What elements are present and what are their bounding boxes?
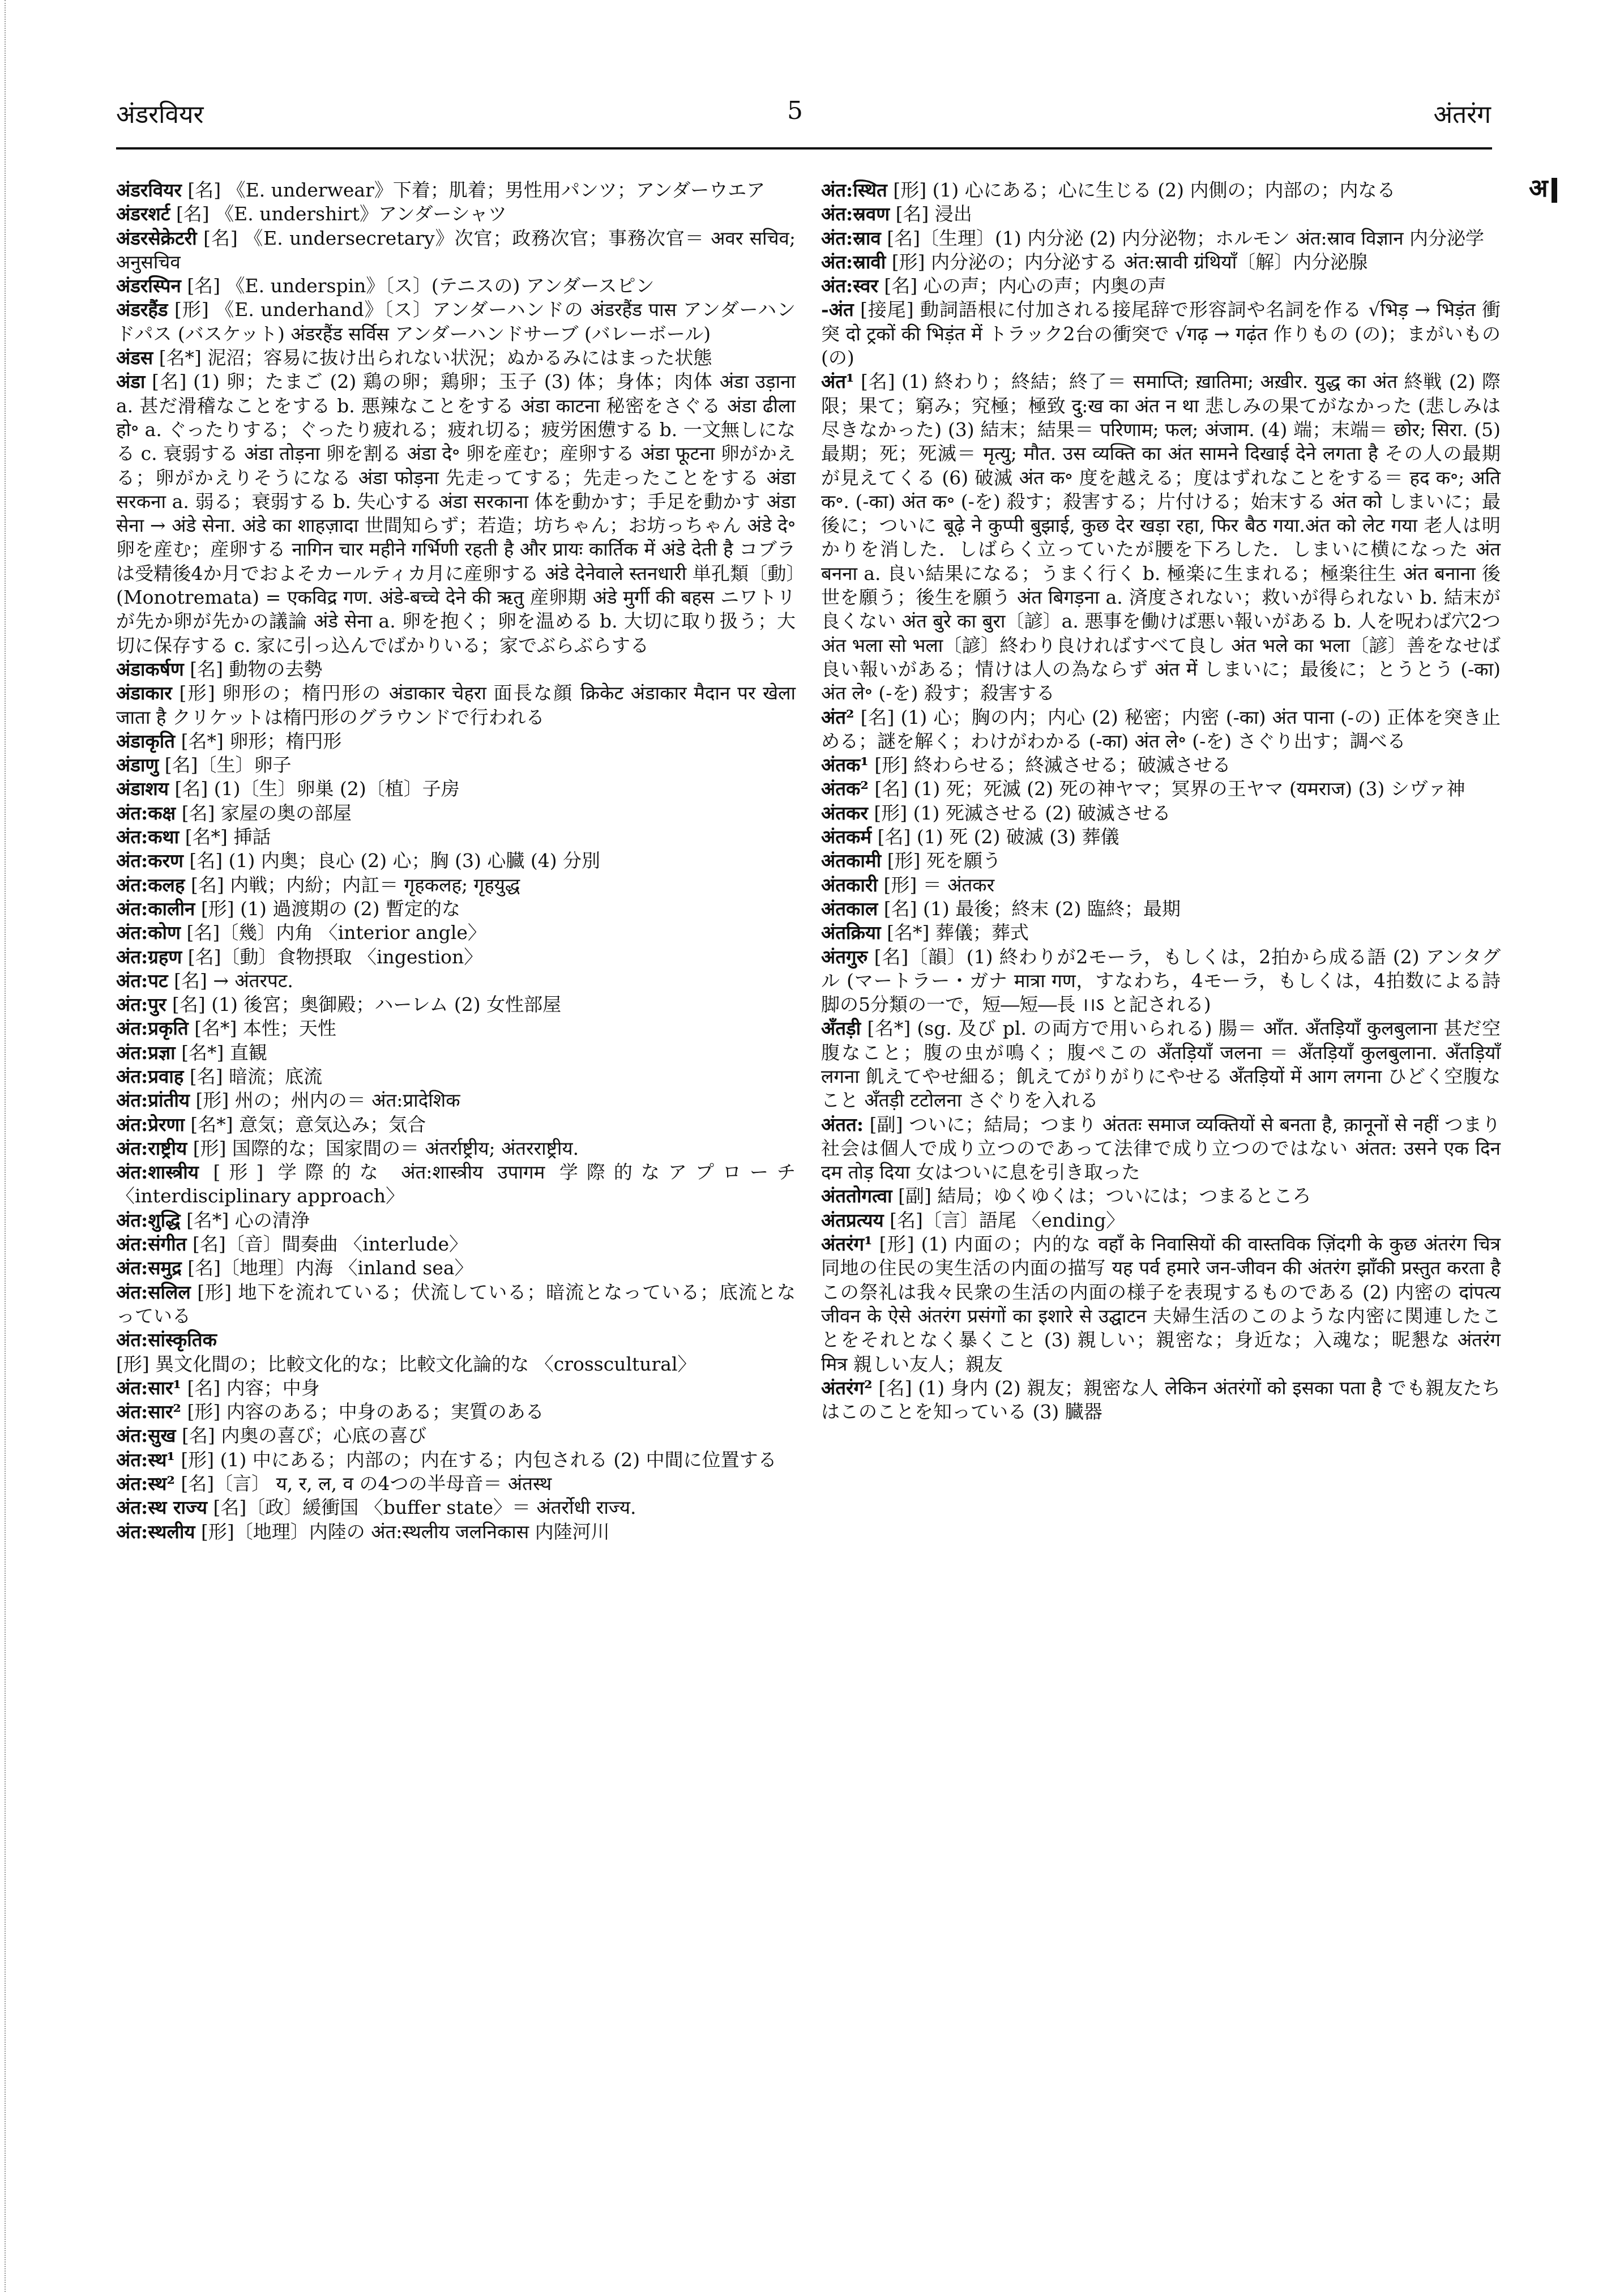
headword: अँतड़ी [821, 1017, 861, 1040]
definition: [形] (1) 心にある；心に生じる (2) 内側の；内部の；内なる [893, 179, 1396, 201]
dictionary-entry [821, 1376, 1501, 1424]
dictionary-entry [116, 298, 796, 346]
dictionary-entry [116, 1424, 796, 1448]
headword: अंत¹ [821, 370, 854, 393]
dictionary-entry [821, 274, 1501, 298]
definition: [名] (1) 身内 (2) 親友；親密な人 लेकिन अंतरंगों को इसका पता है でも親友たちはこのことを知っている (3) 臓器 [821, 1376, 1501, 1423]
headword: अंत:कालीन [116, 897, 195, 920]
headword: अंत:स्रावी [821, 250, 886, 273]
dictionary-entry [116, 993, 796, 1017]
definition: [名] 《E. undershirt》アンダーシャツ [176, 203, 507, 225]
headword: अंतकामी [821, 850, 882, 872]
headword: अंत:सुख [116, 1424, 176, 1447]
definition: [名] 家屋の奥の部屋 [181, 801, 352, 824]
page-number: 5 [787, 96, 803, 125]
headword: अंत:स्थलीय [116, 1520, 195, 1543]
headword: अंत:स्राव [821, 227, 881, 249]
definition: [名]〔地理〕内海 〈inland sea〉 [187, 1257, 473, 1279]
dictionary-entry [116, 1496, 796, 1520]
definition: [名] → अंतरपट. [174, 969, 293, 992]
dictionary-entry [116, 897, 796, 921]
dictionary-entry [821, 921, 1501, 945]
dictionary-entry [116, 1017, 796, 1040]
thumb-index-letter: अ [1529, 174, 1548, 203]
definition: [名] (1)〔生〕卵巣 (2)〔植〕子房 [174, 778, 460, 800]
definition: [名]〔動〕食物摂取 〈ingestion〉 [187, 945, 483, 968]
dictionary-entry [821, 945, 1501, 1017]
dictionary-entry [821, 706, 1501, 754]
headword: अंतप्रत्यय [821, 1209, 884, 1231]
definition: [形] (1) 過渡期の (2) 暫定的な [200, 897, 461, 920]
dictionary-entry [116, 1209, 796, 1232]
dictionary-entry [116, 849, 796, 873]
definition: [名]〔生〕卵子 [164, 754, 292, 776]
dictionary-entry [116, 1376, 796, 1400]
definition: [名] 内容；中身 [187, 1376, 320, 1399]
headword: अंडाकर्षण [116, 658, 184, 680]
definition: [名] (1) 後宮；奥御殿；ハーレム (2) 女性部屋 [172, 993, 562, 1016]
dictionary-entry [116, 1232, 796, 1256]
definition: [名] 《E. underwear》下着；肌着；男性用パンツ；アンダーウエア [187, 179, 766, 201]
dictionary-entry [116, 1160, 796, 1209]
dictionary-entry [116, 202, 796, 226]
headword: अंडरवियर [116, 179, 182, 201]
headword: अंत:सार² [116, 1401, 182, 1423]
headword: अंत:सलिल [116, 1281, 191, 1303]
definition: [名] 《E. underspin》〔ス〕(テニスの) アンダースピン [187, 275, 655, 297]
dictionary-entry [821, 370, 1501, 705]
definition: [名] (1) 最後；終末 (2) 臨終；最期 [883, 897, 1181, 920]
headword: अंततोगत्वा [821, 1185, 892, 1207]
dictionary-entry [821, 1113, 1501, 1185]
headword: अंत:प्रज्ञा [116, 1041, 176, 1064]
dictionary-entry [821, 227, 1501, 250]
headword: अंत:पट [116, 969, 168, 992]
headword: -अंत [821, 298, 854, 321]
dictionary-entry [821, 1017, 1501, 1112]
headword: अंत:कोण [116, 921, 181, 944]
headword: अंत:करण [116, 850, 183, 872]
definition: [名] 動物の去勢 [190, 658, 323, 680]
definition: [名] (1) 心；胸の内；内心 (2) 秘密；内密 (-का) अंत पाना (-の) 正体を突き止める；謎を解く；わけがわかる (-का) अंत ले॰ (-を) さぐり出す；調べる [821, 706, 1501, 752]
headword: अंतक्रिया [821, 921, 881, 944]
headword: अंत:सार¹ [116, 1376, 182, 1399]
definition: [形] (1) 中にある；内部の；内在する；内包される (2) 中間に位置する [181, 1448, 777, 1471]
definition: [名] 暗流；底流 [189, 1065, 323, 1087]
definition: [名] 浸出 [895, 203, 972, 225]
dictionary-entry [116, 1520, 796, 1544]
dictionary-entry [821, 753, 1501, 777]
thumb-index-bar [1552, 178, 1557, 203]
headword: अंत:राष्ट्रीय [116, 1137, 187, 1159]
definition: [名*] 泥沼；容易に抜け出られない状況；ぬかるみにはまった状態 [159, 347, 712, 369]
left-guide-word: अंडरवियर [116, 100, 204, 129]
definition: [名]〔生理〕(1) 内分泌 (2) 内分泌物；ホルモン अंत:स्राव विज्ञान 内分泌学 [887, 227, 1485, 249]
headword: अंत:कथा [116, 826, 180, 848]
definition: [名] (1) 死 (2) 破滅 (3) 葬儀 [877, 826, 1119, 848]
headword: अंत:प्रेरणा [116, 1113, 185, 1136]
dictionary-entry [116, 1041, 796, 1065]
dictionary-entry [116, 370, 796, 658]
dictionary-entry [821, 897, 1501, 921]
dictionary-entry [116, 825, 796, 849]
definition: [名*] 本性；天性 [194, 1017, 336, 1040]
definition: [名]〔音〕間奏曲 〈interlude〉 [192, 1233, 468, 1256]
definition: [名*] 直観 [181, 1041, 267, 1064]
definition: [名*] 葬儀；葬式 [887, 921, 1029, 944]
right-guide-word: अंतरंग [1433, 100, 1491, 129]
dictionary-entry [116, 227, 796, 275]
headword: अंत:स्वर [821, 275, 878, 297]
headword: अंत:स्थ² [116, 1472, 175, 1495]
headword: अंत:कक्ष [116, 801, 176, 824]
headword: अंडाकार [116, 682, 172, 705]
dictionary-entry [116, 729, 796, 753]
dictionary-entry [116, 1281, 796, 1329]
dictionary-entry [821, 825, 1501, 849]
headword: अंतकर [821, 801, 868, 824]
headword: अंतकाल [821, 897, 878, 920]
headword: अंत:समुद्र [116, 1257, 182, 1279]
definition: [名]〔政〕緩衝国 〈buffer state〉＝ अंतर्रोधी राज्य. [213, 1496, 636, 1519]
dictionary-entry [116, 1328, 796, 1376]
headword: अंत:प्रवाह [116, 1065, 184, 1087]
dictionary-entry [821, 298, 1501, 370]
definition: [名] 《E. undersecretary》次官；政務次官；事務次官＝ अवर सचिव; अनुसचिव [116, 227, 796, 273]
headword: अंडाणु [116, 754, 159, 776]
definition: [形] 《E. underhand》〔ス〕アンダーハンドの अंडरहैंड पास アンダーハンドパス (バスケット) अंडरहैंड सर्विस アンダーハンドサーブ (バレーボール) [116, 298, 796, 345]
dictionary-entry [116, 945, 796, 969]
headword: अंत:स्थ¹ [116, 1448, 175, 1471]
headword: अंत:प्रांतीय [116, 1089, 190, 1112]
definition: [形] 卵形の；楕円形の अंडाकार चेहरा 面長な顔 क्रिकेट अंडाकार मैदान पर खेला जाता है クリケットは楕円形のグラウンドで行われる [116, 682, 796, 728]
left-column [116, 178, 796, 1544]
dictionary-entry [116, 1065, 796, 1089]
headword: अंतकारी [821, 873, 878, 896]
headword: अंतगुरु [821, 945, 868, 968]
headword: अंडरस्पिन [116, 275, 181, 297]
dictionary-entry [116, 1113, 796, 1137]
dictionary-entry [116, 346, 796, 370]
definition: [形] 死を願う [887, 850, 1001, 872]
dictionary-entry [116, 1400, 796, 1424]
definition: [形]〔地理〕内陸の अंत:स्थलीय जलनिकास 内陸河川 [201, 1520, 610, 1543]
headword: अंतरंग² [821, 1376, 873, 1399]
headword: अंत:संगीत [116, 1233, 187, 1256]
dictionary-entry [821, 849, 1501, 873]
definition: [名*] 挿話 [185, 826, 271, 848]
headword: अंत:शास्त्रीय [116, 1161, 199, 1184]
definition: [名] 心の声；内心の声；内奥の声 [884, 275, 1166, 297]
headword: अंत:कलह [116, 873, 185, 896]
dictionary-entry [821, 873, 1501, 897]
dictionary-entry [116, 801, 796, 825]
dictionary-entry [821, 1232, 1501, 1376]
dictionary-entry [821, 250, 1501, 274]
headword: अंत:स्थ राज्य [116, 1496, 208, 1519]
headword: अंतक² [821, 778, 869, 800]
dictionary-entry [116, 777, 796, 801]
right-column [821, 178, 1501, 1424]
definition: [形] 地下を流れている；伏流している；暗流となっている；底流となっている [116, 1281, 796, 1327]
dictionary-entry [116, 658, 796, 681]
definition: [名] 内戦；内紛；内訌＝ गृहकलह; गृहयुद्ध [190, 873, 520, 896]
headword: अंतक¹ [821, 754, 869, 776]
headword: अंत:शुद्धि [116, 1209, 181, 1231]
headword: अंडा [116, 370, 146, 393]
definition: [形] 国際的な；国家間の＝ अंतर्राष्ट्रीय; अंतरराष्ट्रीय. [193, 1137, 579, 1159]
headword: अंडाशय [116, 778, 169, 800]
header-rule [116, 147, 1492, 150]
definition: [形] 内容のある；中身のある；実質のある [187, 1401, 544, 1423]
dictionary-entry [116, 1256, 796, 1280]
dictionary-entry [116, 681, 796, 729]
dictionary-entry [821, 1209, 1501, 1232]
thumb-index-tab [1529, 170, 1557, 204]
dictionary-entry [116, 1472, 796, 1496]
dictionary-entry [116, 969, 796, 993]
dictionary-entry [821, 801, 1501, 825]
headword: अंडस [116, 347, 153, 369]
definition: [名] (1) 終わり；終結；終了＝ समाप्ति; ख़ातिमा; अख़ीर. युद्ध का अंत 終戦 (2) 際限；果て；窮み；究極；極致 दु:ख का अंत न था 悲しみの果てがなかった (悲しみは尽きなかった) (3) 結末；結果＝ परिणाम; फल; अंजाम. (4) 端；末端＝ छोर; सिरा. (5) 最期；死；死滅＝ मृत्यु; मौत. उस व्यक्ति का अंत सामने दिखाई देने लगता है その人の最期が見えてくる (6) 破滅 अंत क॰ 度を越える；度はずれなことをする＝ हद क॰; अति क॰. (-का) अंत क॰ (-を) 殺す；殺害する；片付ける；始末する अंत को しまいに；最後に；ついに बूढ़े ने कुप्पी बुझाई, कुछ देर खड़ा रहा, फिर बैठ गया.अंत को लेट गया 老人は明かりを消した．しばらく立っていたが腰を下ろした．しまいに横になった अंत बनना a. 良い結果になる；うまく行く b. 極楽に生まれる；極楽往生 अंत बनाना 後世を願う；後生を願う अंत बिगड़ना a. 済度されない；救いが得られない b. 結末が良くない अंत बुरे का बुरा〔諺〕a. 悪事を働けば悪い報いがある b. 人を呪わば穴2つ अंत भला सो भला〔諺〕終わり良ければすべて良し अंत भले का भला〔諺〕善をなせば良い報いがある；情けは人の為ならず अंत में しまいに；最後に；とうとう (-का) अंत ले॰ (-を) 殺す；殺害する [821, 370, 1501, 705]
definition: [名] (1) 内奥；良心 (2) 心；胸 (3) 心臓 (4) 分別 [189, 850, 601, 872]
dictionary-entry [116, 178, 796, 202]
definition: [形] 内分泌の；内分泌する अंत:स्रावी ग्रंथियाँ〔解〕内分泌腺 [891, 250, 1368, 273]
definition: [形] (1) 死滅させる (2) 破滅させる [874, 801, 1171, 824]
dictionary-entry [821, 1184, 1501, 1208]
definition: [名]〔言〕語尾 〈ending〉 [890, 1209, 1125, 1231]
dictionary-entry [821, 178, 1501, 202]
dictionary-entry [821, 777, 1501, 801]
definition: [名] (1) 死；死滅 (2) 死の神ヤマ；冥界の王ヤマ (यमराज) (3) シヴァ神 [874, 778, 1465, 800]
dictionary-entry [821, 202, 1501, 226]
headword: अंत:स्रवण [821, 203, 890, 225]
dictionary-entry [116, 274, 796, 298]
definition: [形] ＝ अंतकर [883, 873, 995, 896]
definition: [名]〔言〕 य, र, ल, व の4つの半母音＝ अंतस्थ [181, 1472, 552, 1495]
definition: [形] 州の；州内の＝ अंत:प्रादेशिक [195, 1089, 460, 1112]
definition: [名] (1) 卵；たまご (2) 鶏の卵；鶏卵；玉子 (3) 体；身体；肉体 अंडा उड़ाना a. 甚だ滑稽なことをする b. 悪辣なことをする अंडा काटना 秘密をさぐる अंडा ढीला हो॰ a. ぐったりする；ぐったり疲れる；疲れ切る；疲労困憊する b. 一文無しになる c. 衰弱する अंडा तोड़ना 卵を割る अंडा दे॰ 卵を産む；産卵する अंडा फूटना 卵がかえる；卵がかえりそうになる अंडा फोड़ना 先走ってする；先走ったことをする अंडा सरकना a. 弱る；衰弱する b. 失心する अंडा सरकाना 体を動かす；手足を動かす अंडा सेना → अंडे सेना. अंडे का शाहज़ादा 世間知らず；若造；坊ちゃん；お坊っちゃん अंडे दे॰ 卵を産む；産卵する नागिन चार महीने गर्भिणी रहती है और प्रायः कार्तिक में अंडे देती है コブラは受精後4か月でおよそカールティカ月に産卵する अंडे देनेवाले स्तनधारी 単孔類〔動〕(Monotremata) = एकविद्र गण. अंडे-बच्चे देने की ऋतु 産卵期 अंडे मुर्गी की बहस ニワトリが先か卵が先かの議論 अंडे सेना a. 卵を抱く；卵を温める b. 大切に取り扱う；大切に保存する c. 家に引っ込んでばかりいる；家でぶらぶらする [116, 370, 796, 656]
definition: [接尾] 動詞語根に付加される接尾辞で形容詞や名詞を作る √भिड़ → भिड़ंत 衝突 दो ट्रकों की भिड़ंत में トラック2台の衝突で √गढ़ → गढ़ंत 作りもの (の)；まがいもの (の) [821, 298, 1501, 369]
headword: अंडरहैंड [116, 298, 168, 321]
headword: अंडरशर्ट [116, 203, 170, 225]
headword: अंतकर्म [821, 826, 872, 848]
definition: [形] 学際的な अंत:शास्त्रीय उपागम 学際的なアプローチ 〈interdisciplinary approach〉 [116, 1161, 796, 1207]
definition: [名*] 卵形；楕円形 [181, 729, 342, 752]
headword: अंडाकृति [116, 729, 176, 752]
headword: अंत:ग्रहण [116, 945, 182, 968]
definition: [副] 結局；ゆくゆくは；ついには；つまるところ [898, 1185, 1311, 1207]
definition: [名] 内奥の喜び；心底の喜び [182, 1424, 427, 1447]
definition: [形] 終わらせる；終滅させる；破滅させる [874, 754, 1231, 776]
definition: [名*] (sg. 及び pl. の両方で用いられる) 腸＝ आँत. अँतड़ियाँ कुलबुलाना 甚だ空腹なこと；腹の虫が鳴く；腹ぺこの अँतड़ियाँ जलना ＝ अँतड़ियाँ कुलबुलाना. अँतड़ियाँ लगना 飢えてやせ細る；飢えてがりがりにやせる अँतड़ियों में आग लगना ひどく空腹なこと अँतड़ी टटोलना さぐりを入れる [821, 1017, 1501, 1112]
dictionary-entry [116, 1448, 796, 1472]
definition: [名]〔韻〕(1) 終わりが2モーラ，もしくは，2拍から成る語 (2) アンタグル (マートラー・ガナ मात्रा गण，すなわち，4モーラ，もしくは，4拍数による詩脚の5分類の一で，短―短―長 ।।ऽ と記される) [821, 945, 1501, 1016]
page-edge-mark [5, 0, 7, 2292]
definition: [名*] 意気；意気込み；気合 [190, 1113, 426, 1136]
definition: [副] ついに；結局；つまり अंततः समाज व्यक्तियों से बनता है, क़ानूनों से नहीं つまり社会は個人で成り立つのであって法律で成り立つのではない अंतत: उसने एक दिन दम तोड़ दिया 女はついに息を引き取った [821, 1113, 1501, 1184]
definition: [形] 異文化間の；比較文化的な；比較文化論的な 〈crosscultural〉 [116, 1352, 696, 1375]
dictionary-entry [116, 873, 796, 897]
headword: अंत:सांस्कृतिक [116, 1329, 217, 1351]
dictionary-entry [116, 921, 796, 945]
definition: [名]〔幾〕内角 〈interior angle〉 [186, 921, 486, 944]
dictionary-entry [116, 1137, 796, 1160]
definition: [形] (1) 内面の；内的な वहाँ के निवासियों की वास्तविक ज़िंदगी के कुछ अंतरंग चित्र 同地の住民の実生活の内面の描写 यह पर्व हमारे जन-जीवन की अंतरंग झाँकी प्रस्तुत करता है この祭礼は我々民衆の生活の内面の様子を表現するものである (2) 内密の दांपत्य जीवन के ऐसे अंतरंग प्रसंगों का इशारे से उद्घाटन 夫婦生活のこのような内密に関連したことをそれとなく暴くこと (3) 親しい；親密な；身近な；入魂な；昵懇な अंतरंग मित्र 親しい友人；親友 [821, 1233, 1501, 1375]
headword: अंतत: [821, 1113, 864, 1136]
dictionary-entry [116, 1089, 796, 1112]
dictionary-entry [116, 753, 796, 777]
headword: अंडरसेक्रेटरी [116, 227, 197, 249]
headword: अंत:स्थित [821, 179, 887, 201]
headword: अंत:प्रकृति [116, 1017, 189, 1040]
headword: अंत² [821, 706, 854, 728]
headword: अंत:पुर [116, 993, 166, 1016]
headword: अंतरंग¹ [821, 1233, 873, 1256]
definition: [名*] 心の清浄 [186, 1209, 310, 1231]
